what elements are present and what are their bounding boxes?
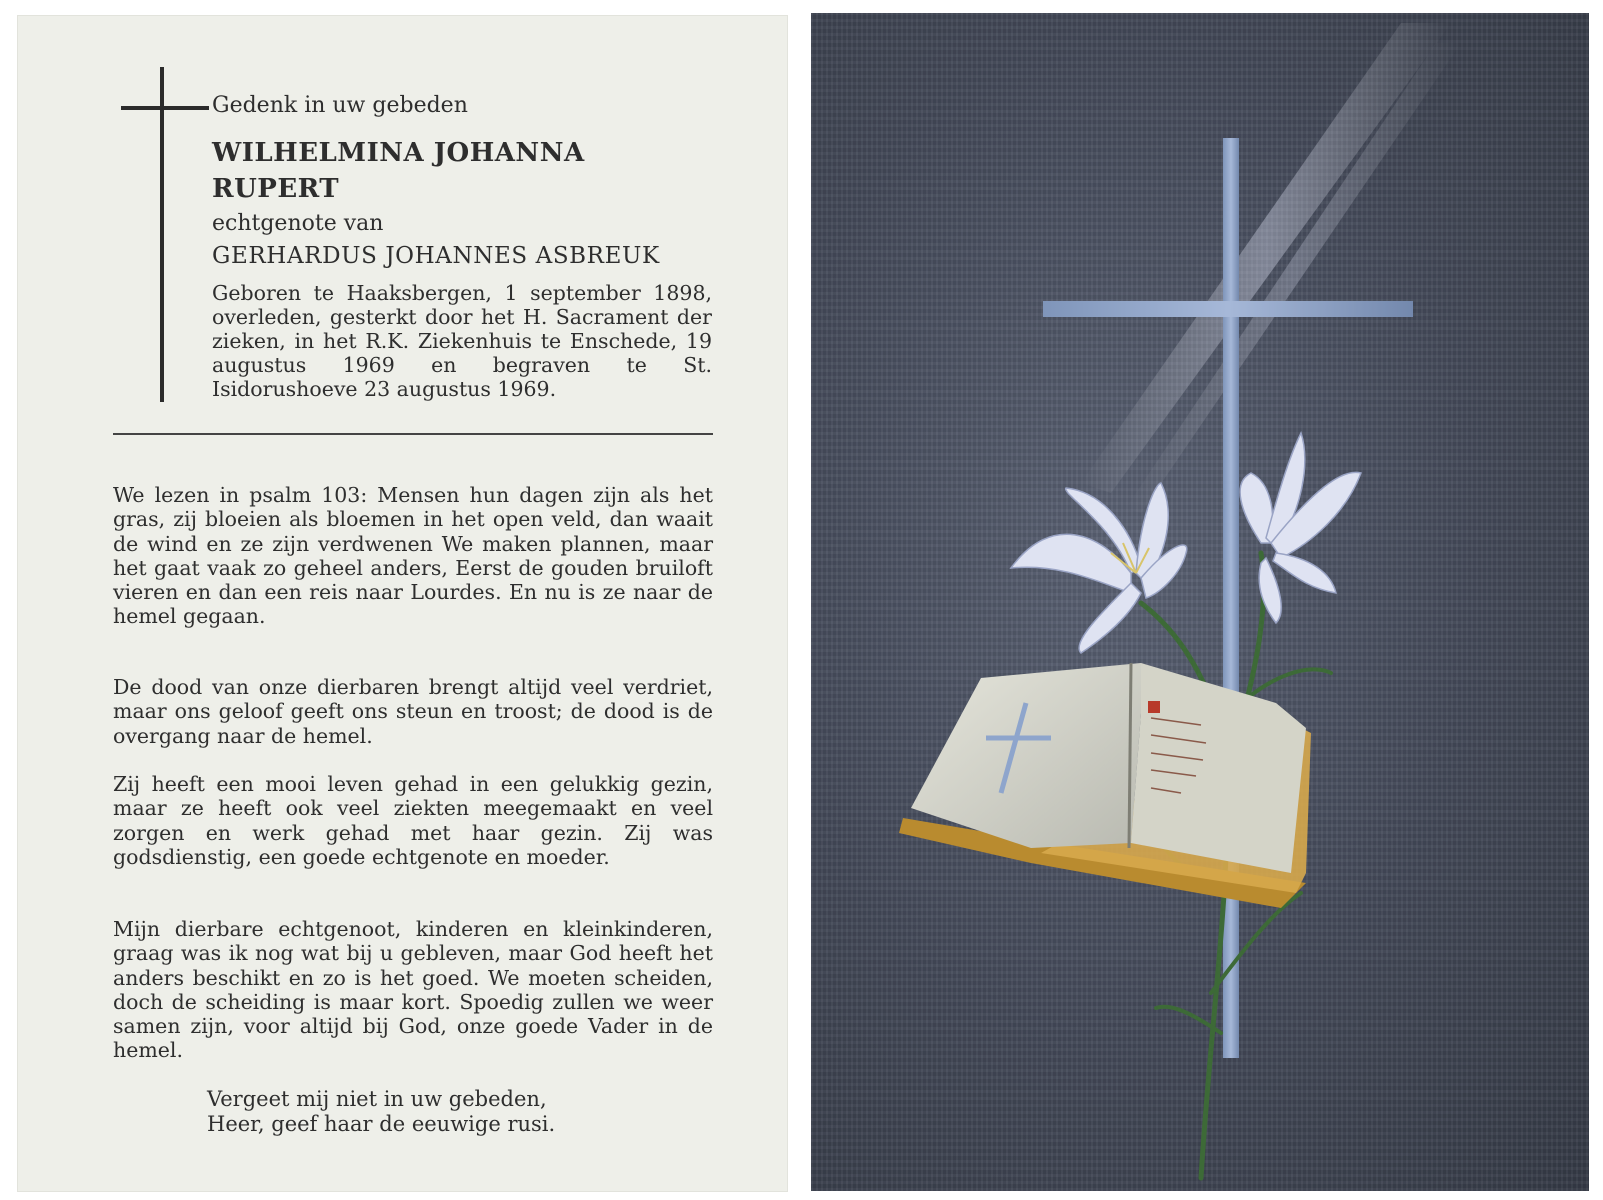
illustration-svg [811, 13, 1589, 1191]
deceased-name [212, 135, 585, 207]
cross-icon [160, 67, 164, 402]
bible-icon [899, 663, 1311, 908]
divider [113, 433, 713, 435]
closing-prayer [207, 1087, 555, 1137]
memorial-card-illustration [811, 13, 1589, 1191]
paragraph-farewell: Mijn dierbare echtgenoot, kinderen en kleinkinderen, graag was ik nog wat bij u gebleven, maar God heeft het anders beschikt en zo is het goed. We moeten scheiden, doch de scheiding is maar kort. Spoedig zullen we weer samen zijn, voor altijd bij God, onze goede Vader in de hemel. [113, 917, 713, 1063]
deceased-name-line2: RUPERT [212, 174, 340, 204]
paragraph-psalm: We lezen in psalm 103: Mensen hun dagen zijn als het gras, zij bloeien als bloemen in het open veld, dan waait de wind en ze zijn verdwenen We maken plannen, maar het gaat vaak zo geheel anders, Eerst de gouden bruiloft vieren en dan een reis naar Lourdes. En nu is ze naar de hemel gegaan. [113, 483, 713, 629]
cross-icon [1043, 138, 1413, 1058]
light-ray [1081, 23, 1461, 513]
paragraph-life: Zij heeft een mooi leven gehad in een gelukkig gezin, maar ze heeft ook veel ziekten meegemaakt en veel zorgen en werk gehad met haar gezin. Zij was godsdienstig, een goede echtgenote en moeder. [113, 772, 713, 869]
lily-flower-right [1240, 433, 1361, 623]
spouse-label: echtgenote van [212, 211, 384, 236]
closing-line-2: Heer, geef haar de eeuwige rusi. [207, 1112, 556, 1136]
lily-flower-left [1011, 483, 1187, 653]
cross-icon-bar [121, 106, 209, 110]
paragraph-grief: De dood van onze dierbaren brengt altijd veel verdriet, maar ons geloof geeft ons steun en troost; de dood is de overgang naar de hemel. [113, 675, 713, 748]
memorial-card-text-side [17, 15, 788, 1192]
spouse-name: GERHARDUS JOHANNES ASBREUK [212, 243, 660, 269]
deceased-name-line1: WILHELMINA JOHANNA [212, 138, 585, 168]
intro-text: Gedenk in uw gebeden [212, 93, 468, 118]
closing-line-1: Vergeet mij niet in uw gebeden, [207, 1087, 547, 1111]
biography-text: Geboren te Haaksbergen, 1 september 1898, overleden, gesterkt door het H. Sacrament der zieken, in het R.K. Ziekenhuis te Enschede, 19 augustus 1969 en begraven te St. Isidorushoeve 23 augustus 1969. [212, 281, 712, 401]
